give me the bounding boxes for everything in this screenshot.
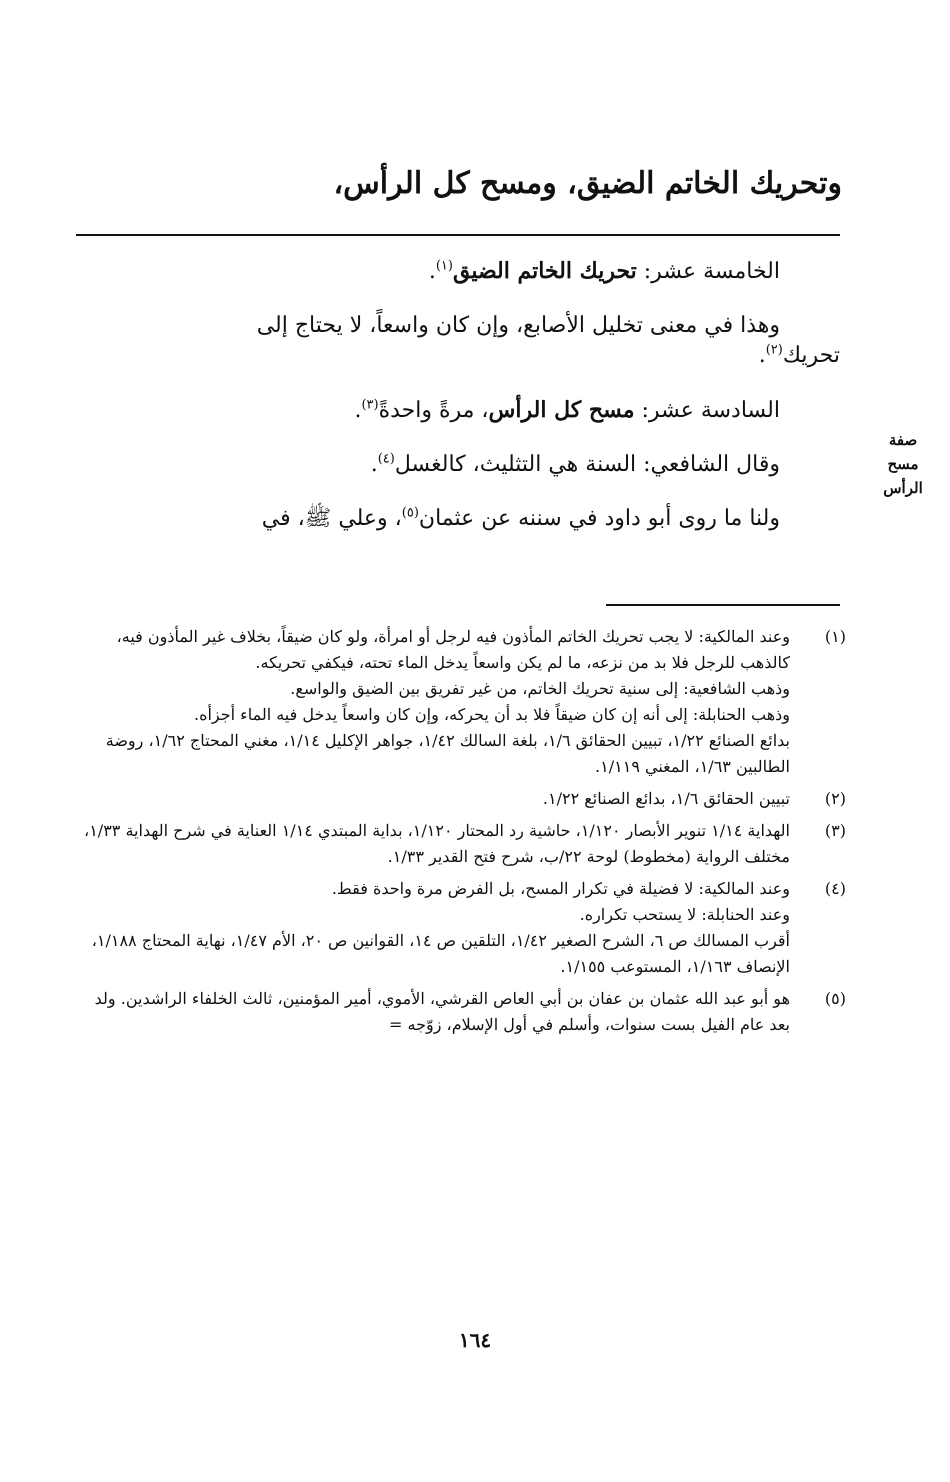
margin-note-line: صفة bbox=[888, 431, 918, 449]
footnote-line: وذهب الشافعية: إلى سنية تحريك الخاتم، من غير تفريق بين الضيق والواسع. bbox=[290, 679, 790, 698]
footnote-number: (٥) bbox=[824, 989, 846, 1008]
footnote-line: الهداية ١/١٤ تنوير الأبصار ١/١٢٠، حاشية رد المحتار ١/١٢٠، بداية المبتدي ١/١٤ العناية في شرح الهداية ١/٣٣، مختلف الرواية (مخطوط) لوحة ٢٢/ب، شرح فتح القدير ١/٣٣. bbox=[84, 821, 790, 866]
paragraph-15: الخامسة عشر: تحريك الخاتم الضيق$^{(١)}$. bbox=[428, 258, 780, 284]
paragraph-shafii: وقال الشافعي: السنة هي التثليث، كالغسل$^{(٤)}$. bbox=[370, 451, 780, 477]
paragraph-16: السادسة عشر: مسح كل الرأس، مرةً واحدةً$^{(٣)}$. bbox=[354, 397, 780, 423]
footnote-line: وعند المالكية: لا يجب تحريك الخاتم المأذون فيه لرجل أو امرأة، ولو كان ضيقاً، بخلاف غير المأذون فيه، كالذهب للرجل فلا بد من نزعه، ما لم يكن واسعاً يدخل الماء تحته، فيكفي تحريكه. bbox=[116, 627, 790, 672]
footnote-line: وعند الحنابلة: لا يستحب تكراره. bbox=[579, 905, 790, 924]
footnote-number: (٣) bbox=[824, 821, 846, 840]
footnote-line: أقرب المسالك ص ٦، الشرح الصغير ١/٤٢، التلقين ص ١٤، القوانين ص ٢٠، الأم ١/٤٧، نهاية المحتاج ١/١٨٨، الإنصاف ١/١٦٣، المستوعب ١/١٥٥. bbox=[91, 931, 790, 976]
bold-term: تحريك الخاتم الضيق bbox=[452, 258, 637, 284]
footnote-ref: (٥) bbox=[401, 505, 419, 521]
margin-note-line: الرأس bbox=[883, 479, 923, 497]
margin-note-line: مسح bbox=[887, 455, 919, 473]
footnote-ref: (٣) bbox=[361, 397, 379, 413]
margin-note bbox=[872, 428, 934, 500]
main-text bbox=[76, 256, 840, 534]
footnote-separator bbox=[606, 604, 840, 606]
footnote bbox=[76, 624, 846, 780]
footnote-ref: (٢) bbox=[765, 342, 783, 358]
paragraph-explanation-cont: تحريك$^{(٢)}$. bbox=[758, 342, 840, 368]
page-number: ١٦٤ bbox=[458, 1328, 492, 1352]
footnote-number: (١) bbox=[824, 627, 846, 646]
footnote bbox=[76, 986, 846, 1038]
footnote bbox=[76, 818, 846, 870]
footnote-number: (٢) bbox=[824, 789, 846, 808]
running-head: وتحريك الخاتم الضيق، ومسح كل الرأس، bbox=[333, 166, 842, 201]
footnote bbox=[76, 786, 846, 812]
footnote-number: (٤) bbox=[824, 879, 846, 898]
footnote-line: تبيين الحقائق ١/٦، بدائع الصنائع ١/٢٢. bbox=[542, 789, 790, 808]
header-rule bbox=[76, 234, 840, 236]
footnote bbox=[76, 876, 846, 980]
footnotes bbox=[76, 624, 846, 1044]
footnote-line: وذهب الحنابلة: إلى أنه إن كان ضيقاً فلا بد أن يحركه، وإن كان واسعاً يدخل فيه الماء أجزأه. bbox=[194, 705, 790, 724]
paragraph-explanation: وهذا في معنى تخليل الأصابع، وإن كان واسعاً، لا يحتاج إلى bbox=[256, 313, 780, 338]
footnote-line: هو أبو عبد الله عثمان بن عفان بن أبي العاص القرشي، الأموي، أمير المؤمنين، ثالث الخلفاء الراشدين. ولد بعد عام الفيل بست سنوات، وأسلم في أول الإسلام، زوّجه = bbox=[94, 989, 790, 1034]
footnote-line: وعند المالكية: لا فضيلة في تكرار المسح، بل الفرض مرة واحدة فقط. bbox=[331, 879, 790, 898]
footnote-ref: (١) bbox=[435, 258, 453, 274]
footnote-line: بدائع الصنائع ١/٢٢، تبيين الحقائق ١/٦، بلغة السالك ١/٤٢، جواهر الإكليل ١/١٤، مغني المحتاج ١/٦٢، روضة الطالبين ١/٦٣، المغني ١/١١٩. bbox=[105, 731, 790, 776]
bold-term: مسح كل الرأس bbox=[488, 397, 635, 423]
paragraph-evidence: ولنا ما روى أبو داود في سننه عن عثمان$^{(٥)}$، وعلي ﷺ، في bbox=[261, 505, 780, 531]
footnote-ref: (٤) bbox=[377, 451, 395, 467]
